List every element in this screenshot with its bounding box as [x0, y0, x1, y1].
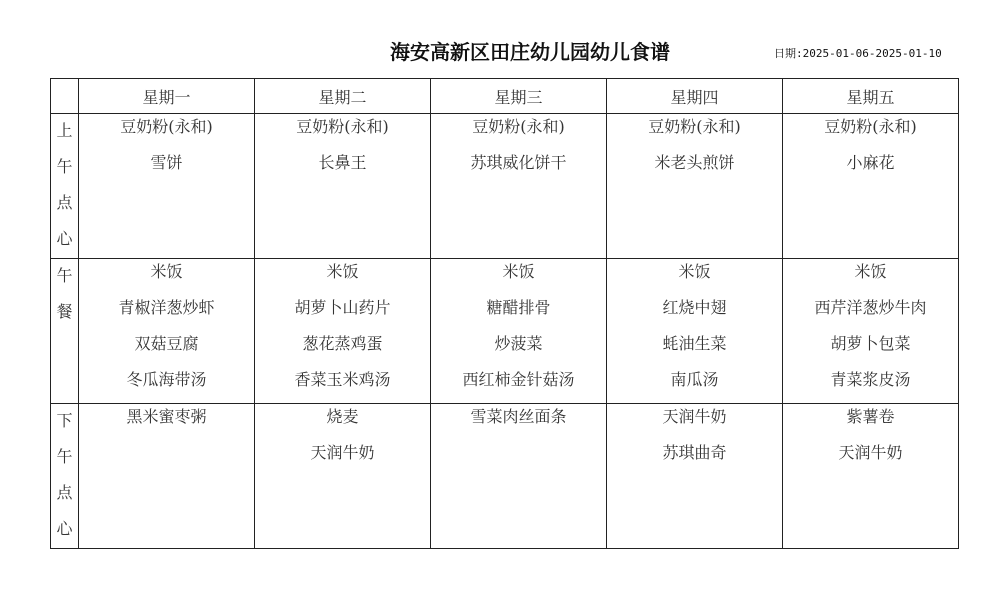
menu-item: 香菜玉米鸡汤 — [294, 370, 391, 389]
menu-item: 西红柿金针菇汤 — [462, 370, 575, 389]
menu-item: 天润牛奶 — [838, 443, 903, 462]
menu-item: 西芹洋葱炒牛肉 — [814, 298, 927, 317]
date-range: 日期:2025-01-06-2025-01-10 — [774, 47, 942, 60]
menu-item: 双菇豆腐 — [134, 334, 199, 353]
row-label-afternoon-snack — [51, 404, 79, 549]
menu-item: 雪菜肉丝面条 — [470, 407, 567, 426]
menu-item: 蚝油生菜 — [662, 334, 727, 353]
row-label-char: 午 — [56, 157, 73, 176]
day-header: 星期四 — [607, 79, 783, 114]
menu-item: 豆奶粉(永和) — [472, 117, 565, 136]
menu-cell — [255, 404, 431, 549]
menu-item: 米饭 — [326, 262, 359, 281]
menu-item: 苏琪威化饼干 — [470, 153, 567, 172]
page-title: 海安高新区田庄幼儿园幼儿食谱 — [390, 40, 670, 64]
menu-item: 黑米蜜枣粥 — [126, 407, 207, 426]
menu-cell — [79, 114, 255, 259]
row-label-char: 点 — [56, 193, 73, 212]
row-label-morning-snack — [51, 114, 79, 259]
menu-item: 苏琪曲奇 — [662, 443, 727, 462]
row-label-char: 心 — [56, 229, 73, 248]
row-label-char: 下 — [56, 411, 73, 430]
menu-item: 天润牛奶 — [310, 443, 375, 462]
menu-item: 豆奶粉(永和) — [648, 117, 741, 136]
menu-item: 胡萝卜山药片 — [294, 298, 391, 317]
menu-cell — [607, 114, 783, 259]
menu-cell — [79, 404, 255, 549]
day-header: 星期三 — [431, 79, 607, 114]
menu-item: 小麻花 — [846, 153, 895, 172]
menu-item: 豆奶粉(永和) — [296, 117, 389, 136]
menu-cell — [79, 259, 255, 404]
lunch-row — [51, 259, 959, 404]
corner-cell — [51, 79, 79, 114]
menu-item: 烧麦 — [326, 407, 359, 426]
menu-item: 糖醋排骨 — [486, 298, 551, 317]
menu-item: 葱花蒸鸡蛋 — [302, 334, 383, 353]
row-label-char: 餐 — [56, 302, 73, 321]
menu-cell — [431, 404, 607, 549]
menu-item: 米饭 — [854, 262, 887, 281]
menu-item: 米老头煎饼 — [654, 153, 735, 172]
row-label-lunch — [51, 259, 79, 404]
menu-item: 南瓜汤 — [670, 370, 719, 389]
row-label-char: 点 — [56, 483, 73, 502]
menu-item: 天润牛奶 — [662, 407, 727, 426]
row-label-char: 上 — [56, 121, 73, 140]
menu-table — [50, 78, 959, 549]
day-header: 星期五 — [783, 79, 959, 114]
menu-item: 雪饼 — [150, 153, 183, 172]
menu-item: 炒菠菜 — [494, 334, 543, 353]
menu-item: 米饭 — [150, 262, 183, 281]
menu-item: 红烧中翅 — [662, 298, 727, 317]
menu-cell — [783, 259, 959, 404]
day-header: 星期二 — [255, 79, 431, 114]
menu-item: 冬瓜海带汤 — [126, 370, 207, 389]
row-label-char: 午 — [56, 447, 73, 466]
menu-item: 紫薯卷 — [846, 407, 895, 426]
header-row — [51, 79, 959, 114]
afternoon-snack-row — [51, 404, 959, 549]
menu-item: 青菜浆皮汤 — [830, 370, 911, 389]
row-label-char: 心 — [56, 519, 73, 538]
morning-snack-row — [51, 114, 959, 259]
menu-cell — [255, 114, 431, 259]
menu-item: 米饭 — [502, 262, 535, 281]
menu-cell — [783, 404, 959, 549]
row-label-char: 午 — [56, 266, 73, 285]
menu-item: 长鼻王 — [318, 153, 367, 172]
menu-cell — [431, 114, 607, 259]
menu-cell — [607, 259, 783, 404]
menu-cell — [255, 259, 431, 404]
menu-cell — [783, 114, 959, 259]
menu-item: 青椒洋葱炒虾 — [118, 298, 215, 317]
menu-item: 豆奶粉(永和) — [824, 117, 917, 136]
menu-item: 米饭 — [678, 262, 711, 281]
menu-item: 豆奶粉(永和) — [120, 117, 213, 136]
day-header: 星期一 — [79, 79, 255, 114]
menu-item: 胡萝卜包菜 — [830, 334, 911, 353]
menu-cell — [431, 259, 607, 404]
menu-cell — [607, 404, 783, 549]
